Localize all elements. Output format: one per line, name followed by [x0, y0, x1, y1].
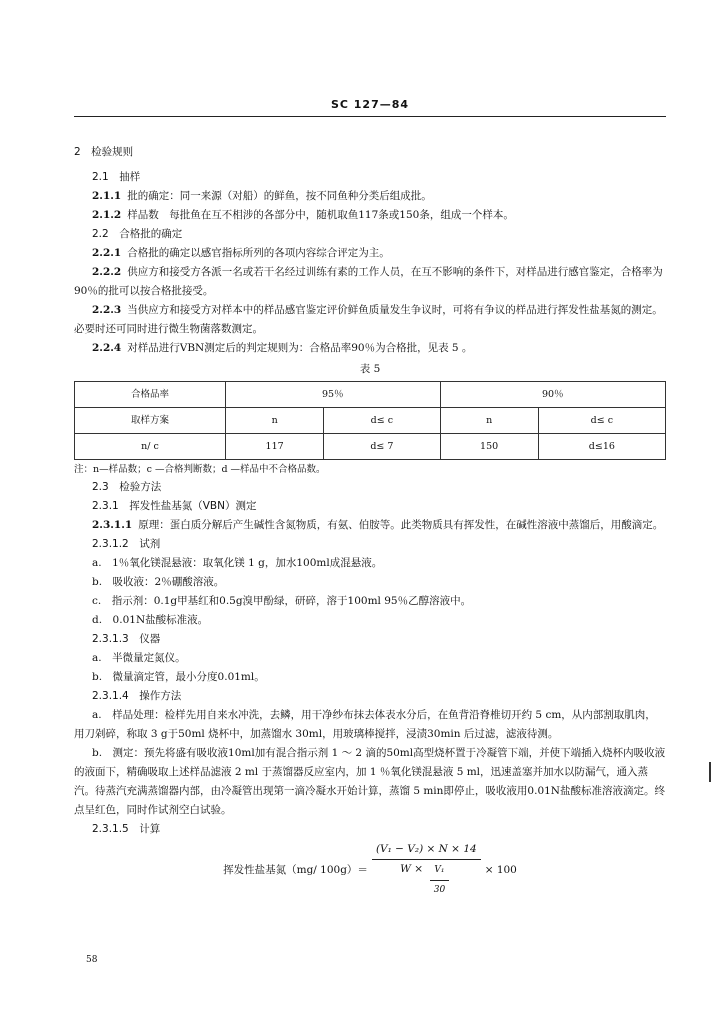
table-cell: d≤ c: [324, 408, 440, 434]
procedure-b: b. 测定：预先将盛有吸收液10ml加有混合指示剂 1 ～ 2 滴的50ml高型烧杯置于冷凝管下端，并使下端插入烧杯内吸收液的液面下，精确吸取上述样品滤液 2 ml 于蒸馏器反应室内，加 1 ％氧化镁混悬液 5 ml，迅速盖塞并加水以防漏气，通入蒸汽。待蒸汽充满蒸馏器内部，由冷凝管出现第一滴冷凝水开始计算，蒸馏 5 min即停止，吸收液用0.01N盐酸标准溶液滴定。终点呈红色，同时作试剂空白试验。: [74, 747, 666, 816]
table-5: [74, 381, 666, 460]
clause-number: 2.2.3: [92, 304, 122, 316]
formula-sub-fraction: [430, 861, 448, 900]
reagent-item: c. 指示剂：0.1g甲基红和0.5g溴甲酚绿，研碎，溶于100ml 95％乙醇溶液中。: [92, 595, 472, 607]
header-rule: [74, 116, 666, 117]
section-2-1-heading: 2.1 抽样: [92, 171, 141, 183]
table-note: 注：n—样品数；c —合格判断数；d —样品中不合格品数。: [74, 464, 326, 475]
formula-denominator-prefix: W ×: [400, 863, 424, 875]
clause-text: 供应方和接受方各派一名或若干名经过训练有素的工作人员，在互不影响的条件下，对样品进行感官鉴定，合格率为90％的批可以按合格批接受。: [74, 266, 663, 297]
clause-2-1-2: [74, 206, 666, 225]
clause-text: 样品数 每批鱼在互不相涉的各部分中，随机取鱼117条或150条，组成一个样本。: [127, 209, 514, 221]
table-row: [75, 382, 666, 408]
clause-text: 合格批的确定以感官指标所列的各项内容综合评定为主。: [127, 247, 390, 259]
section-2-2-heading: 2.2 合格批的确定: [92, 228, 183, 240]
formula-lhs: 挥发性盐基氮（mg/ 100g）＝: [223, 863, 368, 876]
clause-2-3-1-1: [74, 516, 666, 535]
clause-number: 2.2.1: [92, 247, 122, 259]
vbn-formula: [74, 845, 666, 895]
table-row: [75, 434, 666, 460]
page-header: SC 127—84: [330, 98, 410, 111]
formula-fraction: [372, 840, 481, 900]
table-title: 表 5: [359, 363, 381, 375]
formula-multiplier: × 100: [484, 863, 517, 876]
instrument-item: a. 半微量定氮仪。: [92, 652, 186, 664]
clause-number: 2.1.2: [92, 209, 122, 221]
table-row: [75, 408, 666, 434]
table-cell: d≤ c: [538, 408, 665, 434]
section-2-3-heading: 2.3 检验方法: [92, 481, 162, 493]
formula-sub-denominator: 30: [433, 885, 446, 895]
table-cell: 150: [440, 434, 538, 460]
clause-number: 2.2.2: [92, 266, 122, 278]
clause-text: 对样品进行VBN测定后的判定规则为：合格品率90％为合格批，见表 5 。: [127, 342, 473, 354]
clause-2-2-1: [74, 244, 666, 263]
clause-number: 2.3.1.1: [92, 519, 133, 531]
clause-2-2-2: [74, 263, 666, 301]
clause-text: 批的确定：同一来源（对船）的鲜鱼，按不同鱼种分类后组成批。: [127, 190, 432, 202]
scan-edge-mark: [709, 762, 711, 782]
section-2-3-1-5-heading: 2.3.1.5 计算: [92, 823, 161, 835]
section-2-3-1-4-heading: 2.3.1.4 操作方法: [92, 690, 182, 702]
document-body: [74, 143, 666, 895]
instrument-item: b. 微量滴定管，最小分度0.01ml。: [92, 671, 265, 683]
page-number: 58: [86, 955, 98, 965]
section-2-3-1-3-heading: 2.3.1.3 仪器: [92, 633, 161, 645]
clause-2-1-1: [74, 187, 666, 206]
table-cell: 95％: [226, 382, 441, 408]
reagent-item: d. 0.01N盐酸标准液。: [92, 614, 209, 626]
reagent-item: b. 吸收液：2％硼酸溶液。: [92, 576, 225, 588]
clause-2-2-4: [74, 339, 666, 358]
section-2-heading: 2 检验规则: [74, 146, 134, 158]
table-cell: 90％: [440, 382, 666, 408]
table-cell: d≤ 7: [324, 434, 440, 460]
table-cell: n: [440, 408, 538, 434]
clause-2-2-3: [74, 301, 666, 339]
clause-number: 2.2.4: [92, 342, 122, 354]
formula-sub-numerator: V₁: [430, 861, 448, 881]
table-cell: n: [226, 408, 324, 434]
section-2-3-1-heading: 2.3.1 挥发性盐基氮（VBN）测定: [92, 500, 257, 512]
table-cell: 117: [226, 434, 324, 460]
reagent-item: a. 1％氧化镁混悬液：取氧化镁 1 g，加水100ml成混悬液。: [92, 557, 383, 569]
formula-denominator: [400, 860, 452, 900]
section-2-3-1-2-heading: 2.3.1.2 试剂: [92, 538, 161, 550]
table-cell: d≤16: [538, 434, 665, 460]
formula-numerator: (V₁ − V₂) × N × 14: [372, 840, 481, 860]
table-cell: n/ c: [75, 434, 226, 460]
table-cell: 取样方案: [75, 408, 226, 434]
clause-text: 当供应方和接受方对样本中的样品感官鉴定评价鲜鱼质量发生争议时，可将有争议的样品进行挥发性盐基氮的测定。必要时还可同时进行微生物菌落数测定。: [74, 304, 663, 335]
clause-text: 原理：蛋白质分解后产生碱性含氮物质，有氨、伯胺等。此类物质具有挥发性，在碱性溶液中蒸馏后，用酸滴定。: [138, 519, 664, 531]
procedure-a: a. 样品处理：检样先用自来水冲洗，去鳞，用干净纱布抹去体表水分后，在鱼背沿脊椎切开约 5 cm，从内部割取肌肉，用刀剁碎，称取 3 g于50ml 烧杯中，加蒸馏水 30ml，用玻璃棒搅拌，浸渍30min 后过滤，滤液待测。: [74, 709, 656, 740]
clause-number: 2.1.1: [92, 190, 122, 202]
table-cell: 合格品率: [75, 382, 226, 408]
